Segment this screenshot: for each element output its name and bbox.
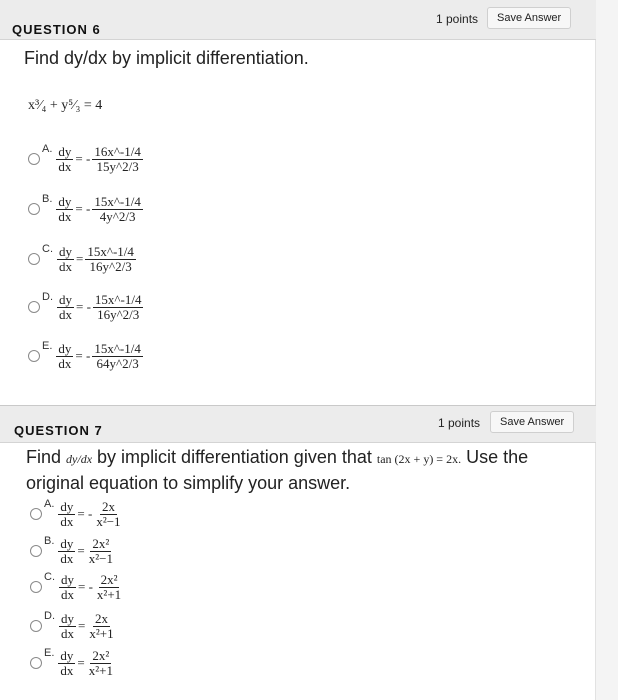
- q6-option-d[interactable]: [28, 293, 143, 321]
- question-7-save-answer-button[interactable]: Save Answer: [490, 411, 574, 433]
- q6-option-a-radio[interactable]: [28, 153, 40, 165]
- q7-option-a-radio[interactable]: [30, 508, 42, 520]
- q7-prompt-end: Use the original equation to simplify your answer.: [26, 447, 529, 493]
- q6-option-d-answer: [93, 293, 144, 321]
- q7-prompt-mid: by implicit differentiation given that: [97, 447, 372, 467]
- q6-option-e-letter: E.: [42, 340, 53, 352]
- question-7-points: 1 points: [438, 416, 481, 430]
- q7-option-b-numerator: 2x²: [92, 536, 110, 551]
- q7-option-b-answer: [87, 537, 115, 565]
- q6-option-c-radio[interactable]: [28, 253, 40, 265]
- q7-option-a-denominator: x²−1: [96, 513, 121, 529]
- q6-option-c-answer: [85, 245, 136, 273]
- q6-option-e-numerator: 15x^-1/4: [94, 341, 141, 356]
- q6-option-e[interactable]: [28, 342, 143, 370]
- q6-option-e-sign: = -: [75, 348, 91, 364]
- q7-option-e-denominator: x²+1: [88, 662, 113, 678]
- question-7-label: QUESTION 7: [14, 423, 103, 438]
- q6-option-d-dydx: $\frac{dy}{dx}$: [59, 292, 72, 322]
- question-6-points: 1 points: [436, 12, 479, 26]
- q7-option-a-dydx: $\frac{dy}{dx}$: [60, 499, 74, 529]
- q7-option-c-numerator: 2x²: [100, 572, 118, 587]
- q6-option-c-sign: =: [76, 251, 84, 267]
- q7-option-e-numerator: 2x²: [92, 648, 110, 663]
- q7-option-a-letter: A.: [44, 498, 55, 510]
- q6-option-a-sign: = -: [75, 151, 91, 167]
- q6-option-b-sign: = -: [75, 201, 91, 217]
- q7-option-d-answer: [87, 612, 115, 640]
- q7-option-c-answer: [95, 573, 123, 601]
- q6-option-a[interactable]: [28, 145, 143, 173]
- q6-option-e-radio[interactable]: [28, 350, 40, 362]
- q6-option-b-dydx: $\frac{dy}{dx}$: [58, 194, 72, 224]
- q6-option-a-answer: [92, 145, 143, 173]
- q6-option-d-sign: = -: [76, 299, 91, 315]
- q7-prompt-dydx: dy/dx: [66, 452, 93, 466]
- q6-option-a-dydx: $\frac{dy}{dx}$: [58, 144, 72, 174]
- q6-option-e-dydx: $\frac{dy}{dx}$: [58, 341, 72, 371]
- q6-option-e-denominator: 64y^2/3: [96, 355, 139, 371]
- q7-prompt-equation: tan (2x + y) = 2x.: [376, 452, 462, 466]
- q7-option-c-letter: C.: [44, 571, 55, 583]
- q7-option-d-dydx: $\frac{dy}{dx}$: [61, 611, 74, 641]
- q6-option-c-denominator: 16y^2/3: [89, 258, 132, 274]
- q7-option-b-sign: =: [77, 543, 85, 559]
- q6-option-b-radio[interactable]: [28, 203, 40, 215]
- q6-option-c-dydx: $\frac{dy}{dx}$: [59, 244, 72, 274]
- question-6-save-answer-button[interactable]: Save Answer: [487, 7, 571, 29]
- q7-option-d[interactable]: [30, 612, 116, 640]
- q7-option-d-denominator: x²+1: [89, 625, 114, 641]
- q7-option-a-numerator: 2x: [101, 499, 115, 514]
- q6-option-e-answer: [92, 342, 143, 370]
- q6-option-a-letter: A.: [42, 143, 53, 155]
- q7-option-c-dydx: $\frac{dy}{dx}$: [61, 572, 74, 602]
- q7-option-e-letter: E.: [44, 647, 55, 659]
- q7-option-b-denominator: x²−1: [88, 550, 113, 566]
- q7-option-d-sign: =: [78, 618, 86, 634]
- q7-option-a[interactable]: [30, 500, 123, 528]
- q7-option-a-answer: [94, 500, 122, 528]
- q7-option-d-numerator: 2x: [94, 611, 108, 626]
- q6-option-b[interactable]: [28, 195, 143, 223]
- q7-option-e-radio[interactable]: [30, 657, 42, 669]
- q6-option-d-numerator: 15x^-1/4: [94, 292, 142, 307]
- q6-option-c-numerator: 15x^-1/4: [87, 244, 134, 259]
- q7-option-d-letter: D.: [44, 610, 55, 622]
- q6-option-b-answer: [92, 195, 143, 223]
- q7-option-b[interactable]: [30, 537, 115, 565]
- q7-option-c-sign: = -: [78, 579, 93, 595]
- question-6-prompt: Find dy/dx by implicit differentiation.: [24, 48, 309, 68]
- q7-prompt-start: Find: [26, 447, 62, 467]
- q6-option-d-letter: D.: [42, 291, 53, 303]
- q6-option-b-numerator: 15x^-1/4: [94, 194, 141, 209]
- page-right-edge: [595, 0, 618, 700]
- q6-option-c-letter: C.: [42, 243, 53, 255]
- q7-option-e-sign: =: [77, 655, 85, 671]
- q7-option-d-radio[interactable]: [30, 620, 42, 632]
- q6-option-d-denominator: 16y^2/3: [97, 306, 140, 322]
- q7-option-a-sign: = -: [77, 506, 93, 522]
- q7-option-b-radio[interactable]: [30, 545, 42, 557]
- q7-option-c-radio[interactable]: [30, 581, 42, 593]
- q7-option-c-denominator: x²+1: [96, 586, 122, 602]
- q6-option-b-letter: B.: [42, 193, 53, 205]
- q7-option-e[interactable]: [30, 649, 115, 677]
- q6-option-c[interactable]: [28, 245, 136, 273]
- q7-option-e-dydx: $\frac{dy}{dx}$: [60, 648, 74, 678]
- q6-option-a-numerator: 16x^-1/4: [94, 144, 141, 159]
- q6-option-b-denominator: 4y^2/3: [99, 208, 136, 224]
- q7-option-e-answer: [87, 649, 115, 677]
- q6-option-d-radio[interactable]: [28, 301, 40, 313]
- question-7-prompt: [26, 445, 566, 495]
- q7-option-b-dydx: $\frac{dy}{dx}$: [60, 536, 74, 566]
- question-6-label: QUESTION 6: [12, 22, 101, 37]
- q7-option-c[interactable]: [30, 573, 123, 601]
- q6-option-a-denominator: 15y^2/3: [96, 158, 139, 174]
- q7-option-b-letter: B.: [44, 535, 55, 547]
- question-6-equation: x³⁄₄ + y⁵⁄₃ = 4: [28, 98, 103, 113]
